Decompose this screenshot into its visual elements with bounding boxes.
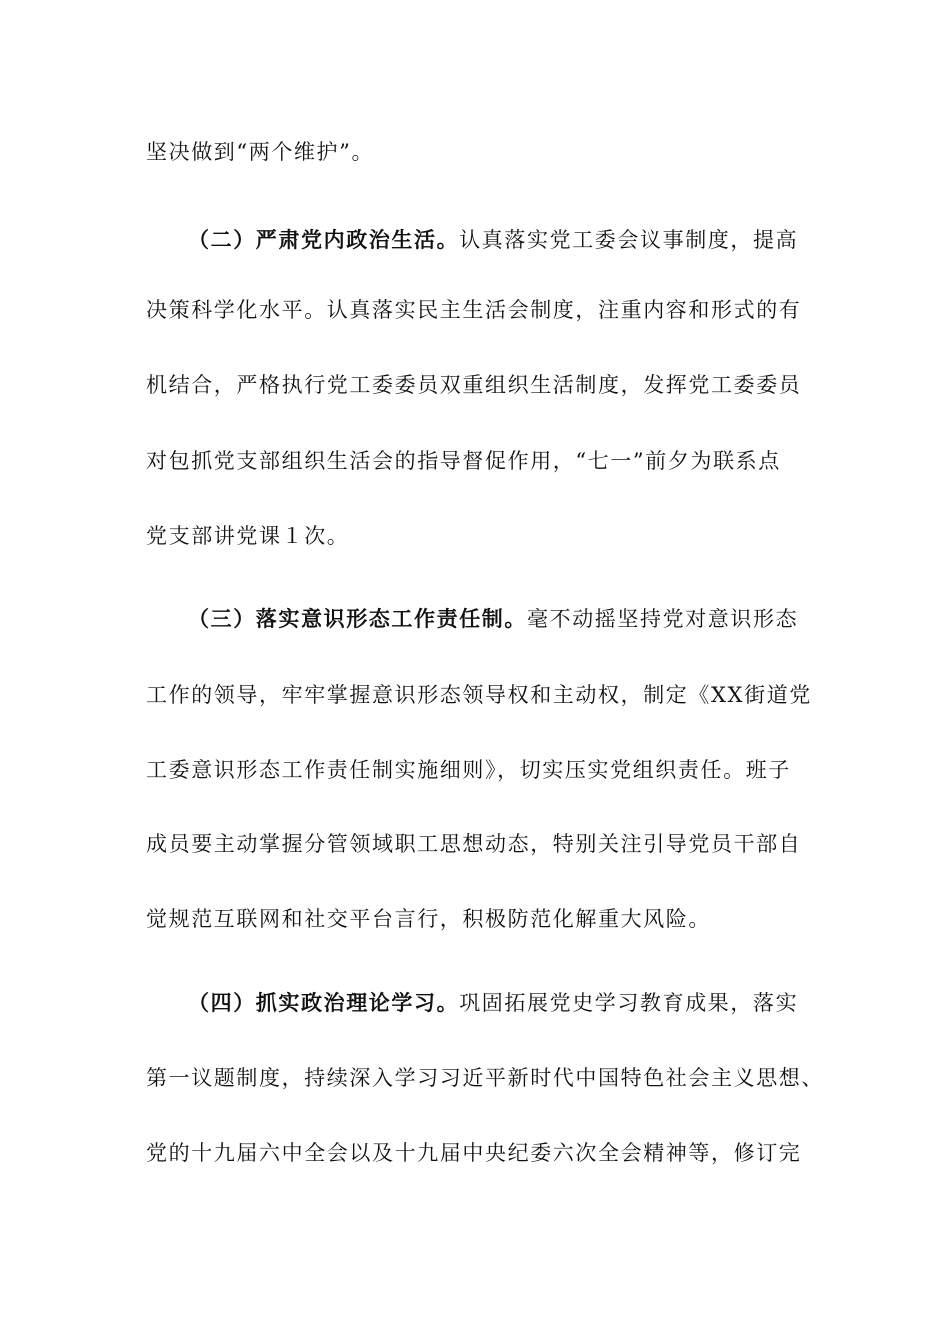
line-text: 第一议题制度，持续深入学习习近平新时代中国特色社会主义思想、 [146, 1066, 824, 1090]
text-line [146, 1058, 824, 1098]
line-text: 决策科学化水平。认真落实民主生活会制度，注重内容和形式的有 [146, 298, 802, 322]
paragraph-start [188, 983, 838, 1023]
text-line [146, 1133, 802, 1173]
text-line [146, 365, 802, 405]
line-text: 机结合，严格执行党工委委员双重组织生活制度，发挥党工委委员 [146, 373, 802, 397]
section-heading: （四）抓实政治理论学习。 [188, 990, 460, 1015]
text-line [146, 516, 796, 556]
line-text: 巩固拓展党史学习教育成果，落实 [459, 991, 799, 1015]
text-line [146, 290, 802, 330]
line-text: 工委意识形态工作责任制实施细则》，切实压实党组织责任。班子 [146, 758, 791, 782]
section-heading: （三）落实意识形态工作责任制。 [188, 606, 527, 631]
line-text: 认真落实党工委会议事制度，提高 [459, 228, 799, 252]
line-text: 毫不动摇坚持党对意识形态 [527, 607, 799, 631]
line-text: 工作的领导，牢牢掌握意识形态领导权和主动权，制定《XX街道党 [146, 683, 812, 707]
line-text: 对包抓党支部组织生活会的指导督促作用，“七一”前夕为联系点 [146, 449, 781, 473]
line-text: 觉规范互联网和社交平台言行，积极防范化解重大风险。 [146, 907, 711, 931]
line-text: 成员要主动掌握分管领域职工思想动态，特别关注引导党员干部自 [146, 832, 802, 856]
text-line [146, 750, 796, 790]
paragraph-start [188, 220, 838, 260]
line-text: 党的十九届六中全会以及十九届中央纪委六次全会精神等，修订完 [146, 1141, 802, 1165]
text-line [146, 441, 796, 481]
text-line [146, 899, 796, 939]
line-text: 党支部讲党课１次。 [146, 524, 350, 548]
line-text: 坚决做到“两个维护”。 [146, 140, 375, 164]
text-line [146, 824, 802, 864]
paragraph-start [188, 599, 838, 639]
text-line [146, 675, 812, 715]
section-heading: （二）严肃党内政治生活。 [188, 227, 460, 252]
text-line [146, 132, 796, 172]
